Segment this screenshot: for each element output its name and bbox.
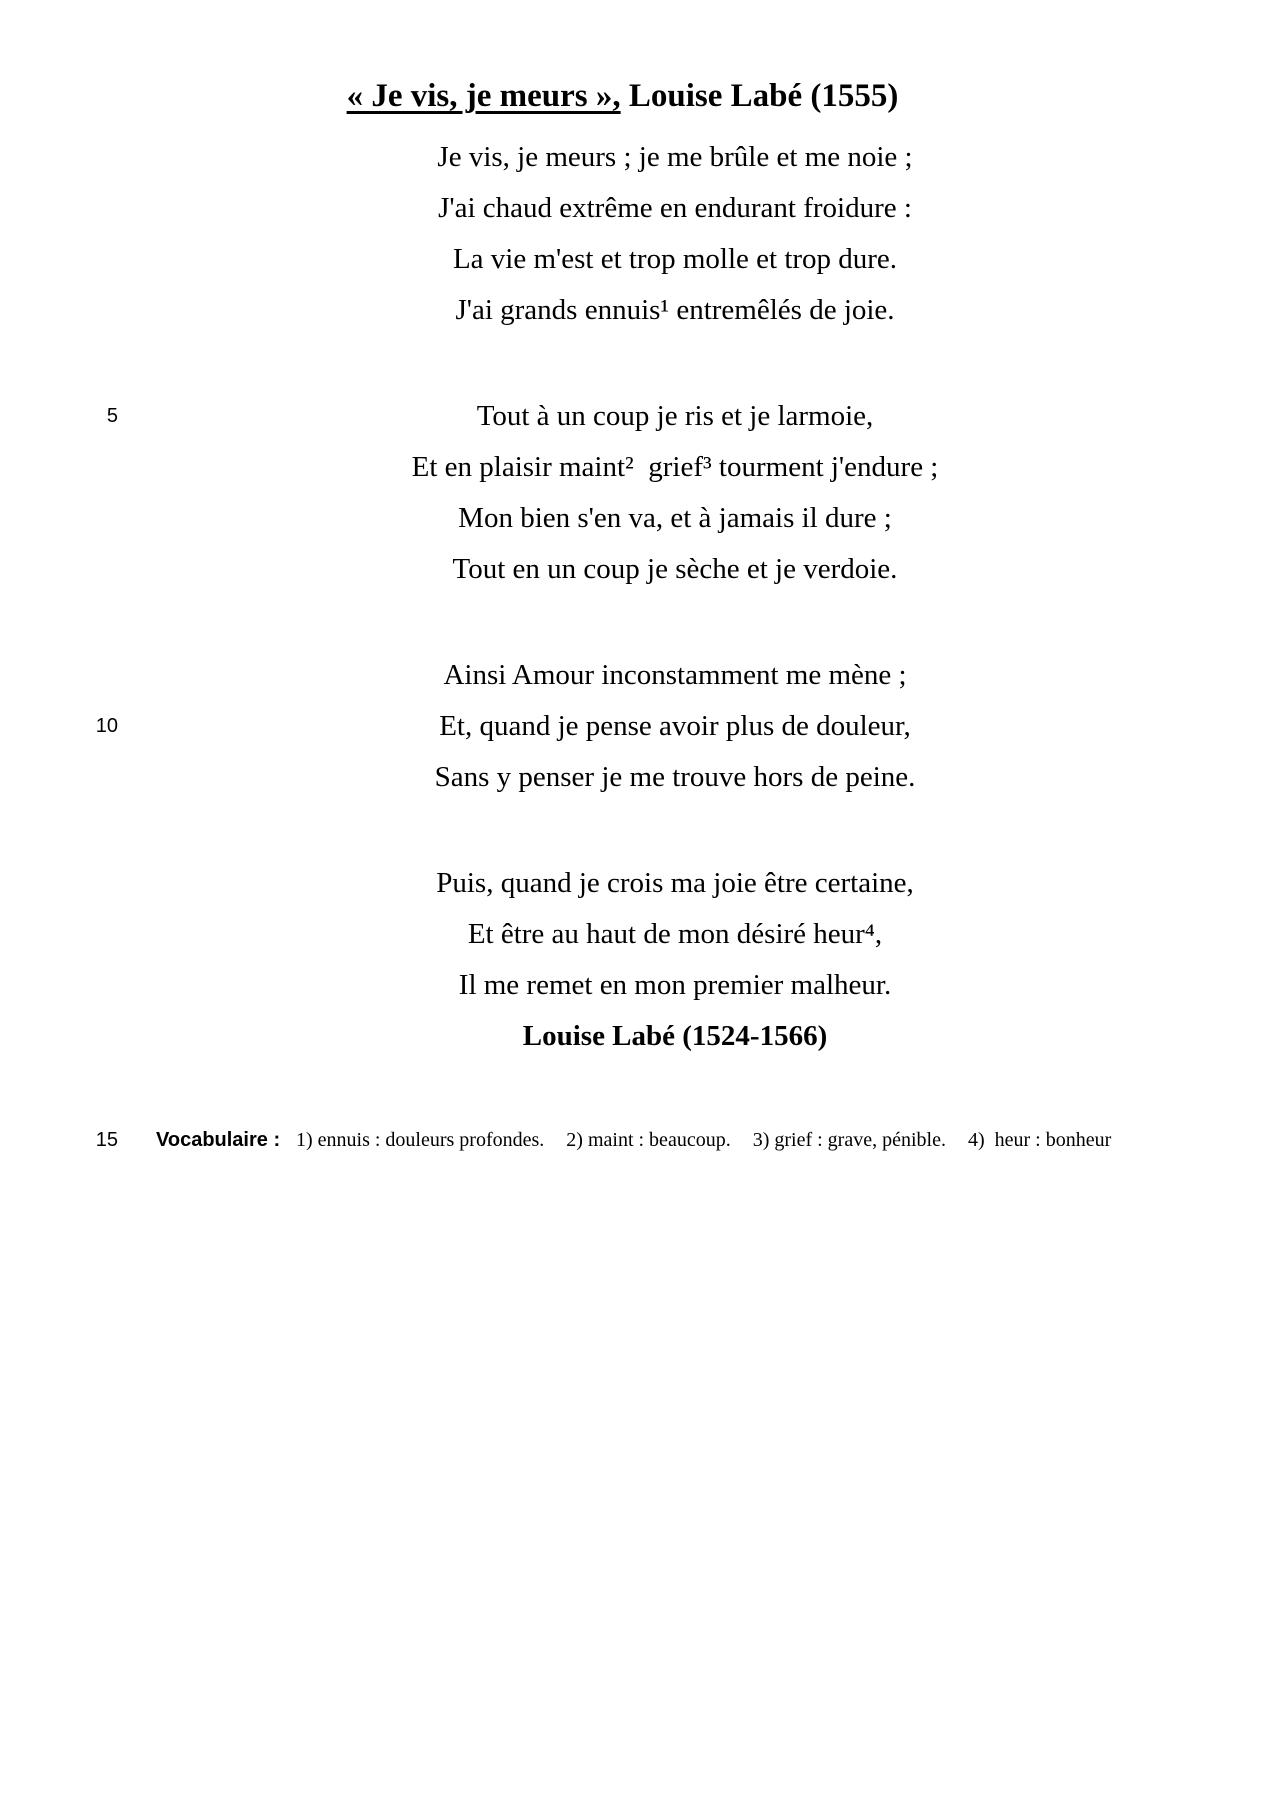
vocabulary-items	[296, 1115, 1111, 1166]
poem-line-text: Et, quand je pense avoir plus de douleur,	[439, 710, 911, 742]
poem-line-text: Sans y penser je me trouve hors de peine.	[434, 761, 916, 793]
poem-line	[160, 544, 1190, 595]
vocabulary-item: 2) maint : beaucoup.	[566, 1129, 731, 1151]
poem-line	[160, 234, 1190, 285]
poem-line	[160, 132, 1190, 183]
margin-line-number-15: 15	[95, 1129, 118, 1151]
poem-line-text: Tout à un coup je ris et je larmoie,	[476, 400, 874, 432]
poem-body	[95, 132, 1190, 1062]
poem-line-text: Et être au haut de mon désiré heur⁴,	[467, 918, 883, 950]
poem-line	[160, 493, 1190, 544]
poem-line	[160, 285, 1190, 336]
margin-line-number-5: 5	[106, 405, 118, 427]
vocabulary-item: 3) grief : grave, pénible.	[752, 1129, 946, 1151]
poem-line	[160, 752, 1190, 803]
author-attribution: Louise Labé (1524-1566)	[522, 1020, 828, 1052]
poem-line-text: Tout en un coup je sèche et je verdoie.	[452, 553, 898, 585]
stanza-1	[160, 132, 1190, 336]
poem-line-text: J'ai chaud extrême en endurant froidure :	[438, 192, 912, 224]
poem-line	[160, 858, 1190, 909]
poem-line	[160, 442, 1190, 493]
poem-line	[160, 650, 1190, 701]
poem-line-text: Il me remet en mon premier malheur.	[458, 969, 892, 1001]
poem-line	[160, 960, 1190, 1011]
poem-line-text: Et en plaisir maint² grief³ tourment j'endure ;	[411, 451, 939, 483]
stanza-3	[95, 650, 1190, 803]
vocabulary-label: Vocabulaire :	[156, 1129, 281, 1151]
poem-line-text: La vie m'est et trop molle et trop dure.	[452, 243, 898, 275]
poem-line-text: Je vis, je meurs ; je me brûle et me noie ;	[437, 141, 913, 173]
poem-line	[160, 909, 1190, 960]
margin-line-number-10: 10	[95, 715, 118, 737]
poem-title	[90, 74, 1155, 118]
vocabulary-item: 4) heur : bonheur	[967, 1129, 1112, 1151]
poem-line-text: Puis, quand je crois ma joie être certaine,	[436, 867, 914, 899]
vocabulary-item: 1) ennuis : douleurs profondes.	[296, 1129, 545, 1151]
poem-title-quoted: « Je vis, je meurs »,	[346, 78, 621, 114]
poem-line	[95, 701, 1190, 752]
poem-line	[160, 183, 1190, 234]
stanza-2	[106, 391, 1190, 595]
poem-line-text: Mon bien s'en va, et à jamais il dure ;	[458, 502, 892, 534]
poem-title-author-year: Louise Labé (1555)	[620, 78, 899, 114]
poem-line-text: Ainsi Amour inconstamment me mène ;	[443, 659, 907, 691]
stanza-4	[160, 858, 1190, 1011]
poem-line-text: J'ai grands ennuis¹ entremêlés de joie.	[455, 294, 895, 326]
vocabulary-row	[0, 1115, 1280, 1166]
poem-line	[106, 391, 1190, 442]
